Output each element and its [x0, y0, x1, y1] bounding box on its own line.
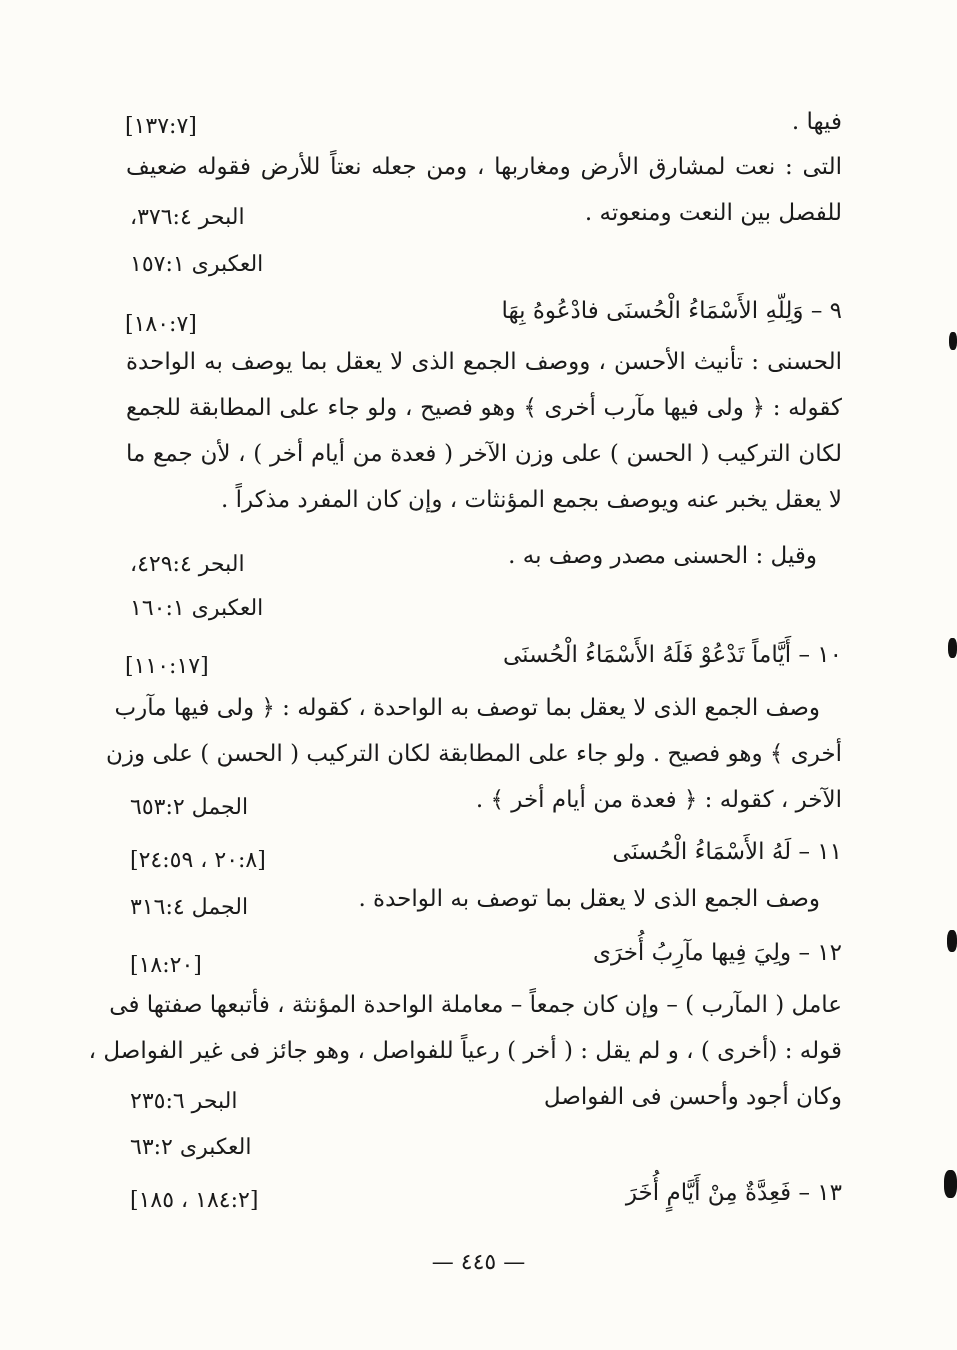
scan-mark: [948, 638, 957, 658]
text-line: كقوله : ﴿ ولى فيها مآرب أخرى ﴾ وهو فصيح ، ولو جاء على المطابقة للجمع: [126, 395, 842, 421]
text-line: لا يعقل يخبر عنه ويوصف بجمع المؤنثات ، وإن كان المفرد مذكراً .: [220, 487, 842, 513]
scan-mark: [949, 332, 957, 350]
text-line: وقيل : الحسنى مصدر وصف به .: [508, 543, 817, 569]
source-reference: البحر ٤٢٩:٤،: [130, 552, 245, 577]
text-line: وكان أجود وأحسن فى الفواصل: [543, 1084, 842, 1110]
source-reference: العكبرى ١٦٠:١: [130, 596, 264, 621]
verse-reference: [١٨٠:٧]: [125, 312, 197, 337]
text-line: قوله : (أخرى ) ، و لم يقل : ( أخر ) رعياً للفواصل ، وهو جائز فى غير الفواصل ،: [88, 1038, 842, 1064]
text-line: أخرى ﴾ وهو فصيح . ولو جاء على المطابقة لكان التركيب ( الحسن ) على وزن: [105, 741, 842, 767]
source-reference: العكبرى ٦٣:٢: [130, 1135, 252, 1160]
scan-mark: [947, 930, 957, 952]
verse-reference: [١١٠:١٧]: [125, 654, 209, 679]
entry-heading-13: ١٣ – فَعِدَّةٌ مِنْ أَيَّامٍ أُخَرَ: [625, 1180, 842, 1206]
page-number: — ٤٤٥ —: [431, 1250, 526, 1275]
entry-heading-10: ١٠ – أَيَّاماً تَدْعُوْ فَلَهُ الأَسْمَاءُ الْحُسنَى: [502, 642, 842, 668]
source-reference: العكبرى ١٥٧:١: [130, 252, 264, 277]
verse-reference: [١٨٤:٢ ، ١٨٥]: [130, 1188, 259, 1213]
entry-heading-11: ١١ – لَهُ الأَسْمَاءُ الْحُسنَى: [612, 839, 842, 865]
text-line: لكان التركيب ( الحسن ) على وزن الآخر ( فعدة من أيام أخر ) ، لأن جمع ما: [126, 441, 842, 467]
entry-heading-12: ١٢ – ولِيَ فِيها مآرِبُ أُخرَى: [593, 940, 842, 966]
text-line: التى : نعت لمشارق الأرض ومغاربها ، ومن جعله نعتاً للأرض فقوله ضعيف: [126, 154, 842, 180]
text-line: وصف الجمع الذى لا يعقل بما توصف به الواحدة ، كقوله : ﴿ ولى فيها مآرب: [114, 695, 820, 721]
text-line: وصف الجمع الذى لا يعقل بما توصف به الواحدة .: [358, 886, 820, 912]
verse-reference: [١٣٧:٧]: [125, 114, 197, 139]
source-reference: البحر ٣٧٦:٤،: [130, 205, 245, 230]
text-line: الآخر ، كقوله : ﴿ فعدة من أيام أخر ﴾ .: [475, 787, 842, 813]
text-line: فيها .: [791, 109, 842, 135]
source-reference: الجمل ٣١٦:٤: [130, 895, 249, 920]
verse-reference: [٢٠:٨ ، ٢٤:٥٩]: [130, 848, 266, 873]
source-reference: البحر ٢٣٥:٦: [130, 1089, 238, 1114]
entry-heading-9: ٩ – وَلِلّهِ الأَسْمَاءُ الْحُسنَى فادْعُوهُ بِهَا: [501, 298, 842, 324]
scan-mark: [944, 1170, 957, 1198]
verse-reference: [١٨:٢٠]: [130, 953, 202, 978]
text-line: للفصل بين النعت ومنعوته .: [584, 200, 842, 226]
text-line: عامل ( المآرب ) – وإن كان جمعاً – معاملة الواحدة المؤنثة ، فأتبعها صفتها فى: [109, 992, 842, 1018]
source-reference: الجمل ٦٥٣:٢: [130, 795, 249, 820]
text-line: الحسنى : تأنيث الأحسن ، ووصف الجمع الذى لا يعقل بما يوصف به الواحدة: [126, 349, 842, 375]
